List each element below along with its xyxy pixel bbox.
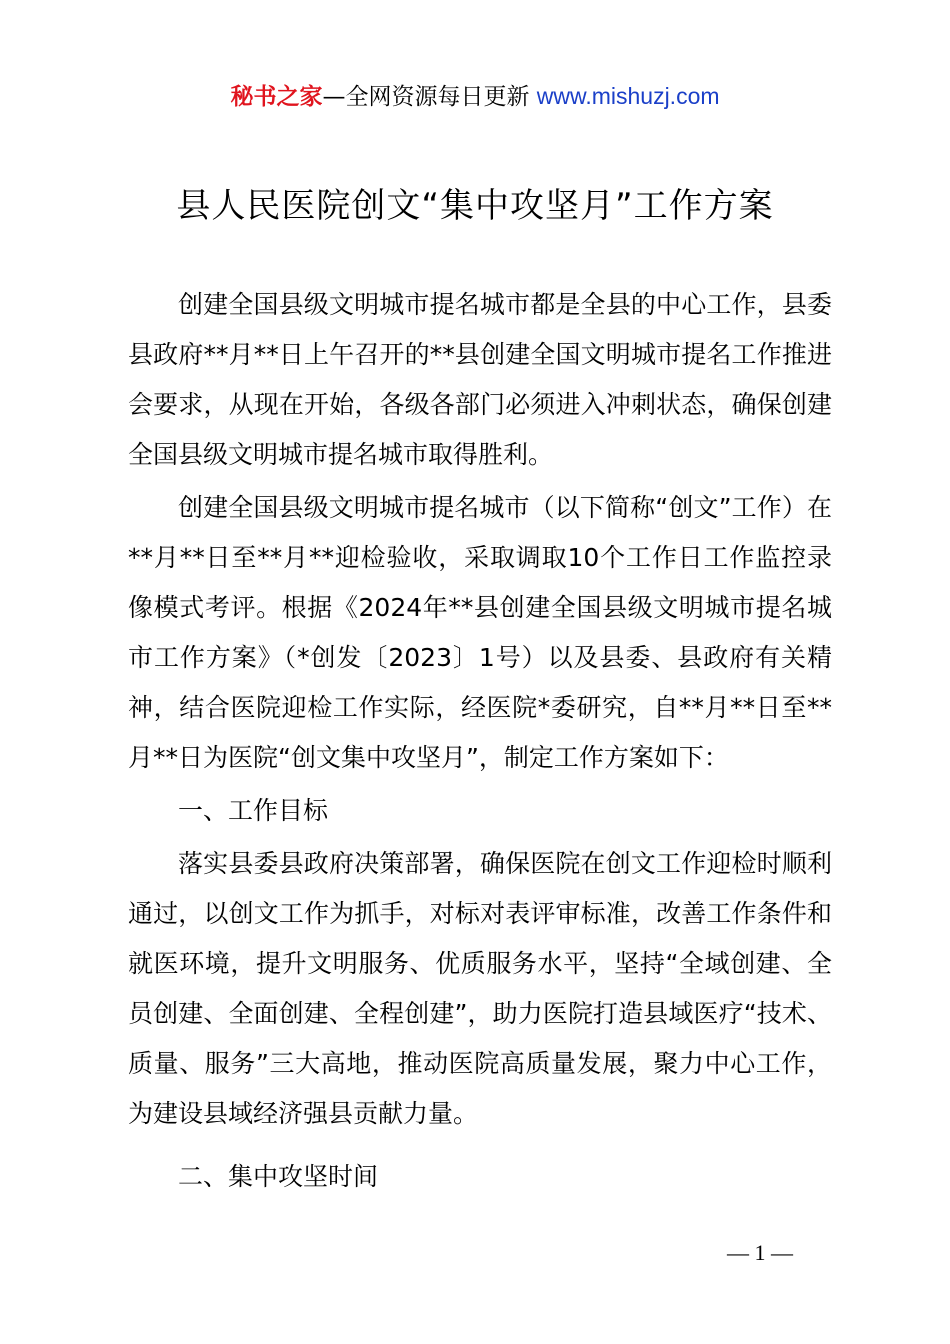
document-body — [128, 280, 832, 1205]
intro-paragraph-1: 创建全国县级文明城市提名城市都是全县的中心工作，县委县政府**月**日上午召开的**县创建全国文明城市提名工作推进会要求，从现在开始，各级各部门必须进入冲刺状态，确保创建全国县级文明城市提名城市取得胜利。 — [128, 290, 832, 469]
brand-name: 秘书之家 — [230, 84, 323, 110]
site-header — [0, 80, 950, 113]
site-url-link[interactable]: www.mishuzj.com — [536, 83, 720, 109]
section-paragraph-goals: 落实县委县政府决策部署，确保医院在创文工作迎检时顺利通过，以创文工作为抓手，对标对表评审标准，改善工作条件和就医环境，提升文明服务、优质服务水平，坚持“全域创建、全员创建、全面创建、全程创建”，助力医院打造县域医疗“技术、质量、服务”三大高地，推动医院高质量发展，聚力中心工作，为建设县域经济强县贡献力量。 — [128, 849, 832, 1128]
document-title: 县人民医院创文“集中攻坚月”工作方案 — [176, 186, 774, 226]
intro-paragraph-2: 创建全国县级文明城市提名城市（以下简称“创文”工作）在**月**日至**月**迎检验收，采取调取10个工作日工作监控录像模式考评。根据《2024年**县创建全国县级文明城市提名城市工作方案》（*创发〔2023〕1号）以及县委、县政府有关精神，结合医院迎检工作实际，经医院*委研究，自**月**日至**月**日为医院“创文集中攻坚月”，制定工作方案如下： — [128, 493, 832, 772]
section-heading-time: 二、集中攻坚时间 — [178, 1162, 379, 1191]
page-number: — 1 — — [727, 1240, 793, 1265]
site-slogan: —全网资源每日更新 — [322, 84, 530, 110]
section-heading-goals: 一、工作目标 — [178, 796, 329, 825]
